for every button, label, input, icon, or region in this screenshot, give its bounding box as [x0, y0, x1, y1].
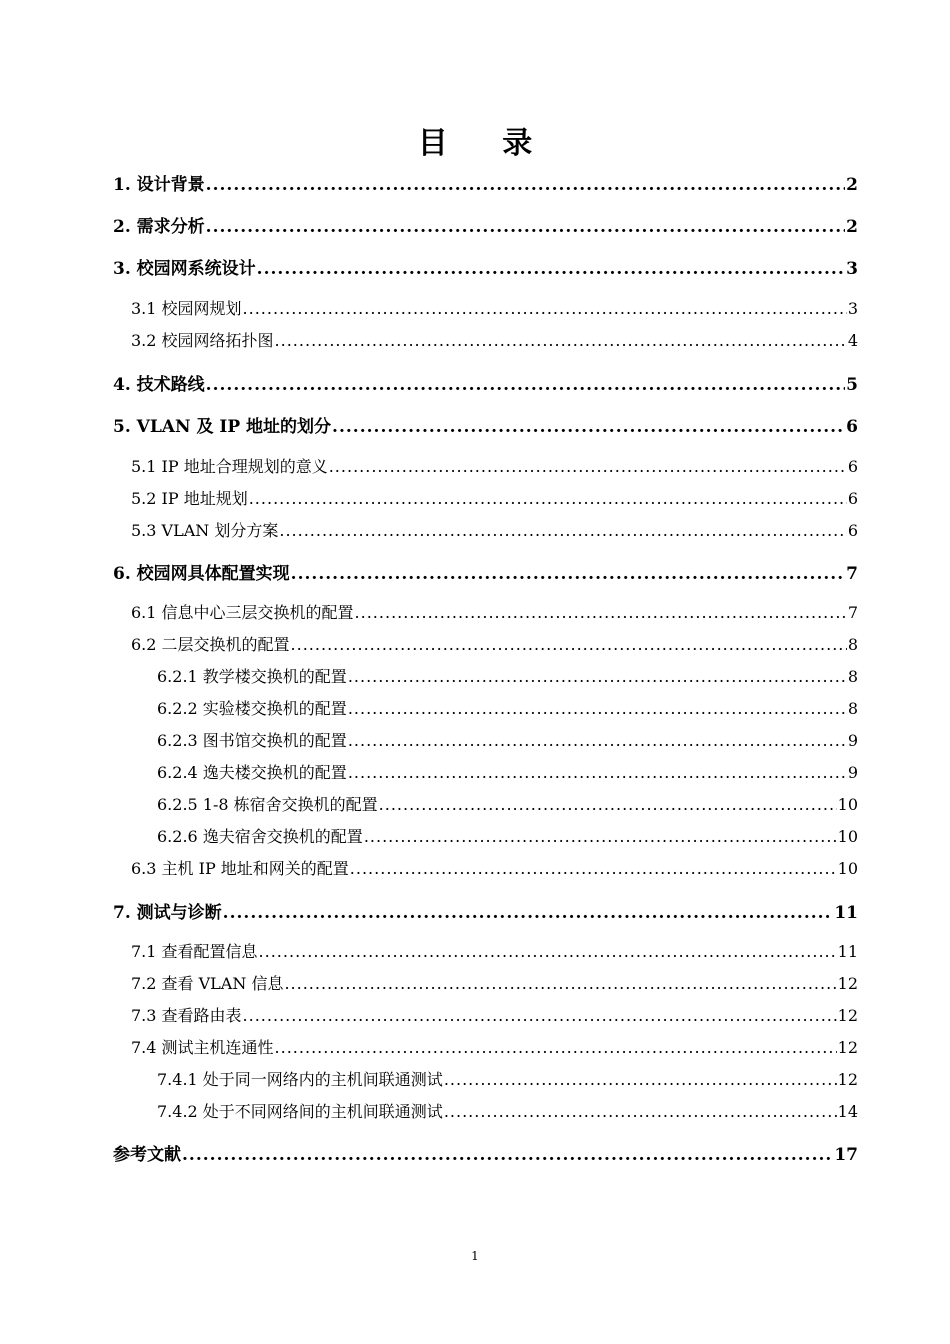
toc-entry[interactable]: [157, 696, 858, 719]
toc-leader-dots: [348, 763, 847, 782]
toc-leader-dots: [355, 603, 847, 622]
toc-entry-label: 6.1 信息中心三层交换机的配置: [131, 603, 354, 622]
toc-entry[interactable]: [157, 824, 858, 847]
toc-entry-page: 2: [846, 217, 858, 237]
toc-leader-dots: [243, 299, 847, 318]
toc-entry-page: 14: [837, 1102, 858, 1121]
toc-leader-dots: [279, 521, 846, 540]
toc-leader-dots: [259, 942, 837, 961]
toc-entry[interactable]: [113, 212, 858, 237]
toc-entry-label: 3. 校园网系统设计: [113, 259, 256, 279]
toc-entry-label: 5.1 IP 地址合理规划的意义: [131, 457, 328, 476]
toc-leader-dots: [348, 699, 847, 718]
toc-entry[interactable]: [131, 632, 858, 655]
toc-entry[interactable]: [131, 518, 858, 541]
toc-entry-page: 17: [834, 1145, 858, 1165]
toc-leader-dots: [275, 1038, 837, 1057]
toc-leader-dots: [182, 1145, 833, 1165]
toc-entry-label: 参考文献: [113, 1145, 181, 1165]
toc-leader-dots: [329, 457, 847, 476]
toc-entry-page: 6: [847, 489, 858, 508]
toc-entry-page: 12: [837, 1038, 858, 1057]
toc-leader-dots: [243, 1006, 837, 1025]
toc-entry[interactable]: [131, 856, 858, 879]
toc-entry[interactable]: [113, 370, 858, 395]
toc-entry-page: 8: [847, 667, 858, 686]
toc-entry[interactable]: [113, 1140, 858, 1165]
toc-entry-page: 9: [847, 731, 858, 750]
toc-entry-page: 11: [834, 903, 858, 923]
toc-entry-page: 8: [847, 635, 858, 654]
toc-entry[interactable]: [113, 898, 858, 923]
toc-entry-page: 6: [847, 457, 858, 476]
toc-entry[interactable]: [131, 971, 858, 994]
page-title: 目 录: [417, 126, 555, 161]
toc-entry-page: 9: [847, 763, 858, 782]
toc-entry[interactable]: [113, 170, 858, 195]
toc-leader-dots: [275, 331, 847, 350]
toc-leader-dots: [332, 417, 845, 437]
toc-entry-page: 12: [837, 1070, 858, 1089]
toc-leader-dots: [257, 259, 845, 279]
toc-entry-label: 5.3 VLAN 划分方案: [131, 521, 279, 540]
toc-entry-page: 10: [837, 859, 858, 878]
toc-entry-page: 12: [837, 974, 858, 993]
toc-leader-dots: [206, 175, 845, 195]
toc-leader-dots: [284, 974, 836, 993]
toc-entry-label: 6.2 二层交换机的配置: [131, 635, 290, 654]
toc-entry-label: 7.4.2 处于不同网络间的主机间联通测试: [157, 1102, 443, 1121]
toc-entry-label: 4. 技术路线: [113, 375, 205, 395]
toc-entry-page: 3: [846, 259, 858, 279]
toc-leader-dots: [379, 795, 837, 814]
toc-entry[interactable]: [157, 760, 858, 783]
toc-entry[interactable]: [157, 1099, 858, 1122]
toc-leader-dots: [444, 1102, 837, 1121]
toc-entry-page: 6: [847, 521, 858, 540]
toc-entry-page: 3: [847, 299, 858, 318]
toc-entry[interactable]: [131, 328, 858, 351]
toc-entry[interactable]: [157, 728, 858, 751]
toc-entry[interactable]: [113, 412, 858, 437]
toc-leader-dots: [444, 1070, 837, 1089]
toc-leader-dots: [223, 903, 834, 923]
toc-entry-page: 11: [837, 942, 858, 961]
toc-entry-page: 5: [846, 375, 858, 395]
toc-entry-label: 1. 设计背景: [113, 175, 205, 195]
toc-entry-label: 6.2.6 逸夫宿舍交换机的配置: [157, 827, 363, 846]
toc-entry-label: 6.3 主机 IP 地址和网关的配置: [131, 859, 349, 878]
toc-entry-page: 7: [847, 603, 858, 622]
toc-leader-dots: [348, 731, 847, 750]
toc-entry[interactable]: [131, 454, 858, 477]
toc-leader-dots: [206, 375, 845, 395]
toc-entry-label: 7.1 查看配置信息: [131, 942, 258, 961]
toc-entry-label: 3.2 校园网络拓扑图: [131, 331, 274, 350]
toc-entry-label: 7.3 查看路由表: [131, 1006, 242, 1025]
toc-entry-page: 4: [847, 331, 858, 350]
toc-entry-label: 3.1 校园网规划: [131, 299, 242, 318]
toc-entry-label: 6.2.2 实验楼交换机的配置: [157, 699, 347, 718]
toc-entry-label: 6.2.5 1-8 栋宿舍交换机的配置: [157, 795, 378, 814]
page-number: 1: [471, 1249, 479, 1263]
toc-leader-dots: [364, 827, 837, 846]
toc-leader-dots: [350, 859, 837, 878]
toc-entry-label: 6.2.4 逸夫楼交换机的配置: [157, 763, 347, 782]
toc-entry-label: 7.2 查看 VLAN 信息: [131, 974, 284, 993]
toc-entry-page: 6: [846, 417, 858, 437]
toc-entry[interactable]: [157, 792, 858, 815]
toc-entry-label: 7. 测试与诊断: [113, 903, 222, 923]
toc-leader-dots: [291, 564, 845, 584]
toc-entry[interactable]: [113, 559, 858, 584]
toc-entry[interactable]: [131, 1035, 858, 1058]
toc-leader-dots: [206, 217, 845, 237]
toc-entry[interactable]: [157, 1067, 858, 1090]
toc-entry-page: 12: [837, 1006, 858, 1025]
toc-entry-label: 6.2.1 教学楼交换机的配置: [157, 667, 347, 686]
toc-entry-label: 5.2 IP 地址规划: [131, 489, 248, 508]
toc-entry-page: 2: [846, 175, 858, 195]
toc-entry[interactable]: [131, 1003, 858, 1026]
toc-leader-dots: [249, 489, 847, 508]
toc-entry-label: 7.4.1 处于同一网络内的主机间联通测试: [157, 1070, 443, 1089]
toc-entry[interactable]: [131, 486, 858, 509]
toc-entry-page: 10: [837, 827, 858, 846]
toc-entry-label: 2. 需求分析: [113, 217, 205, 237]
toc-entry[interactable]: [157, 664, 858, 687]
toc-entry-page: 8: [847, 699, 858, 718]
toc-leader-dots: [291, 635, 847, 654]
toc-entry-label: 5. VLAN 及 IP 地址的划分: [113, 417, 332, 437]
toc-entry-label: 6.2.3 图书馆交换机的配置: [157, 731, 347, 750]
toc-entry[interactable]: [131, 600, 858, 623]
toc-entry-label: 7.4 测试主机连通性: [131, 1038, 274, 1057]
toc-entry[interactable]: [113, 254, 858, 279]
toc-entry-page: 7: [846, 564, 858, 584]
toc-entry-page: 10: [837, 795, 858, 814]
toc-leader-dots: [348, 667, 847, 686]
toc-entry-label: 6. 校园网具体配置实现: [113, 564, 290, 584]
toc-entry[interactable]: [131, 296, 858, 319]
toc-entry[interactable]: [131, 939, 858, 962]
